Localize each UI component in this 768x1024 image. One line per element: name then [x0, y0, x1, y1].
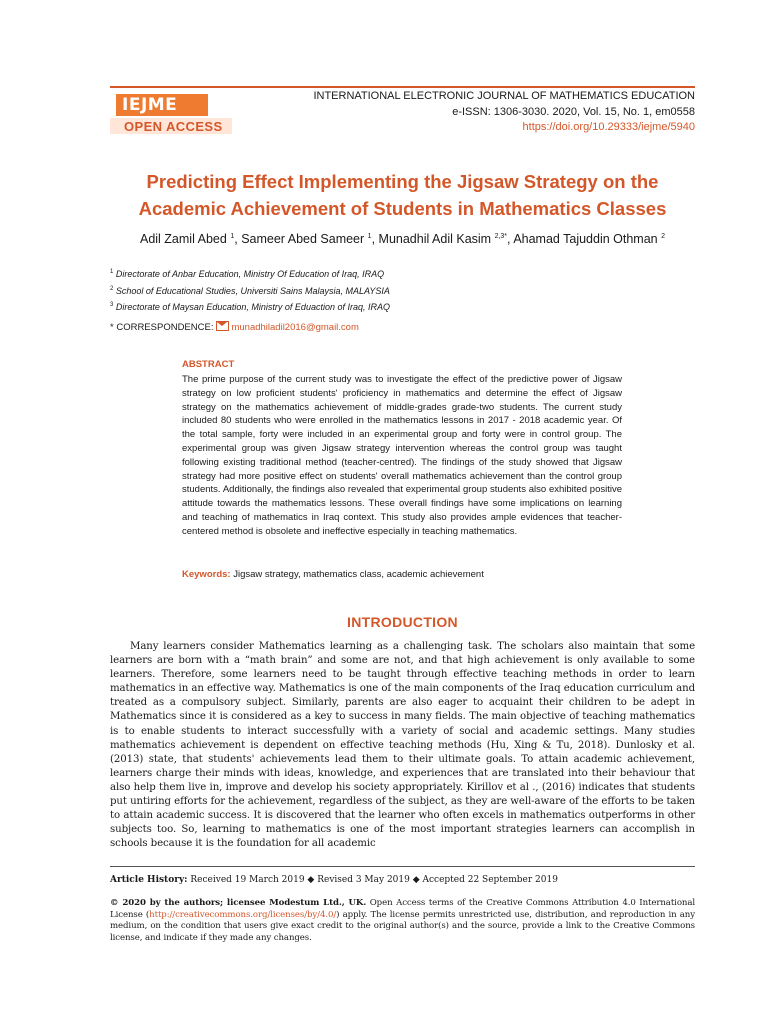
author-list: Adil Zamil Abed $^1$, Sameer Abed Sameer $^1$, Munadhil Adil Kasim $^{2,3*}$, Ahamad Tajuddin Othman $^2$	[139, 232, 666, 246]
correspondence-label: * CORRESPONDENCE:	[110, 322, 214, 333]
history-text: Received 19 March 2019 ◆ Revised 3 May 2019 ◆ Accepted 22 September 2019	[190, 875, 558, 885]
affil-text: School of Educational Studies, Universiti Sains Malaysia, MALAYSIA	[115, 285, 390, 296]
journal-name: INTERNATIONAL ELECTRONIC JOURNAL OF MATHEMATICS EDUCATION	[313, 90, 695, 102]
affiliation-item	[110, 298, 695, 315]
open-access-label: OPEN ACCESS	[124, 119, 223, 134]
keywords	[182, 569, 622, 580]
author-name: Munadhil Adil Kasim	[378, 232, 492, 246]
history-label: Article History:	[110, 875, 188, 885]
affil-text: Directorate of Anbar Education, Ministry Of Education of Iraq, IRAQ	[115, 269, 385, 279]
author-affil-sup: 2	[661, 232, 666, 240]
author-affil-sup: 1	[230, 232, 235, 240]
affil-text: Directorate of Maysan Education, Ministry of Eduaction of Iraq, IRAQ	[115, 302, 390, 312]
keywords-text: Jigsaw strategy, mathematics class, academic achievement	[233, 569, 484, 580]
correspondence	[110, 321, 359, 333]
license-copyright: © 2020 by the authors; licensee Modestum Ltd., UK.	[110, 898, 367, 908]
author-name: Ahamad Tajuddin Othman	[513, 232, 658, 246]
license-text-1: Open Access terms of the Creative Commons Attribution 4.0 International License (	[110, 898, 695, 920]
affil-sup: 2	[110, 285, 114, 292]
header-rule	[110, 86, 695, 88]
keywords-label: Keywords:	[182, 569, 231, 580]
author-affil-sup: 2,3*	[494, 232, 508, 240]
affiliation-item	[110, 282, 695, 299]
footer-rule	[110, 866, 695, 867]
journal-logo[interactable]	[110, 92, 235, 136]
paper-title: Predicting Effect Implementing the Jigsaw Strategy on the Academic Achievement of Students in Mathematics Classes	[138, 171, 667, 219]
affiliations	[110, 265, 695, 315]
affiliation-item	[110, 265, 695, 282]
license-text-2: ) apply. The license permits unrestricted use, distribution, and reproduction in any medium, on the condition that users give exact credit to the original author(s) and the source, provide a link to the Creative Commons license, and indicate if they made any changes.	[110, 909, 695, 944]
license-notice	[110, 898, 695, 945]
logo-text: IEJME	[122, 95, 178, 115]
license-link[interactable]: http://creativecommons.org/licenses/by/4.0/	[149, 909, 337, 920]
article-history	[110, 875, 695, 885]
abstract-heading: ABSTRACT	[182, 359, 235, 370]
affil-sup: 3	[110, 302, 114, 308]
author-name: Sameer Abed Sameer	[241, 232, 365, 246]
journal-info	[313, 89, 695, 136]
author-affil-sup: 1	[367, 232, 372, 240]
doi-link[interactable]: https://doi.org/10.29333/iejme/5940	[522, 121, 695, 133]
correspondence-email[interactable]: munadhiladil2016@gmail.com	[231, 322, 359, 333]
mail-icon	[216, 321, 229, 331]
introduction-heading: INTRODUCTION	[347, 614, 458, 630]
introduction-paragraph: Many learners consider Mathematics learning as a challenging task. The scholars also maintain that some learners are born with a “math brain” and some are not, and that high achievement is only available to some learners. Therefore, some learners need to be taught through effective teaching methods in order to learn mathematics in an effective way. Mathematics is one of the main components of the Iraq education curriculum and treated as a compulsory subject. Similarly, parents are also eager to acquaint their children to be adept in Mathematics since it is considered as a key to success in many fields. The main objective of teaching mathematics is to enable students to interact successfully with a variety of social and academic settings. Many studies mathematics achievement is dependent on effective teaching methods (Hu, Xing & Tu, 2018). Dunlosky et al. (2013) state, that students' achievements lead them to their ultimate goals. To attain academic achievement, learners charge their minds with ideas, knowledge, and experiences that are translated into their behaviour that also help them live in, improve and develop his society appropriately. Kirillov et al ., (2016) indicates that students put untiring efforts for the achievement, regardless of the subject, as they are well-aware of the efforts to be taken to attain academic success. It is discovered that the learner who often excels in mathematics outperforms in other subjects too. So, learning to mathematics is one of the most important strategies learners can accomplish in schools because it is the foundation for all academic	[110, 641, 695, 850]
author-name: Adil Zamil Abed	[139, 232, 227, 246]
affil-sup: 1	[110, 269, 114, 275]
abstract-text: The prime purpose of the current study was to investigate the effect of the predictive power of Jigsaw strategy on low proficient students' proficiency in mathematics and determine the effect of Jigsaw strategy on the mathematics achievement of middle-grades grade-two students. The current study included 80 students who were enrolled in the mathematics lessons in 2017 - 2018 academic year. Of the total sample, forty were included in an experimental group and forty were in control group. The experimental group was given Jigsaw strategy intervention whereas the control group was taught following existing traditional method (teacher-centred). The findings of the study showed that Jigsaw strategy had more positive effect on students' overall mathematics achievement than the control group students. Additionally, the findings also revealed that experimental group students also exhibited positive attitude towards the mathematics lessons. These overall findings have some implications on learning and teaching of mathematics in Iraq context. This study also provides ample evidences that teacher-centered method is obsolete and ineffective especially in teaching mathematics.	[182, 374, 622, 537]
issn-line: e-ISSN: 1306-3030. 2020, Vol. 15, No. 1, em0558	[452, 105, 695, 118]
